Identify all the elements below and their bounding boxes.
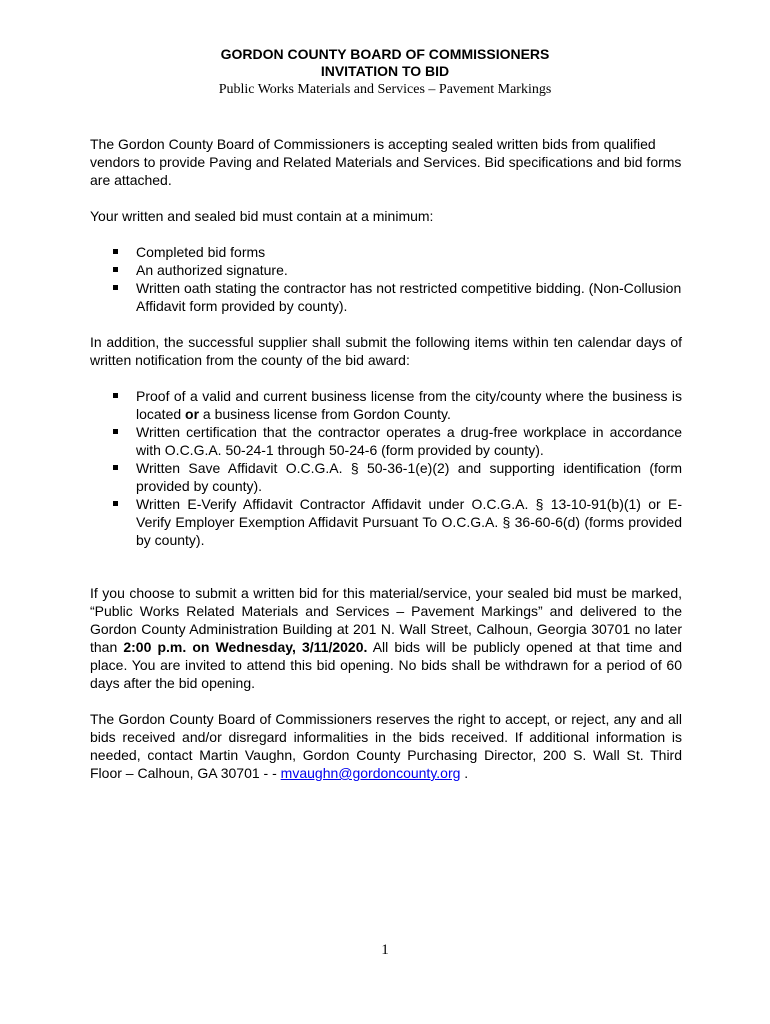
list-item: Completed bid forms <box>90 243 682 261</box>
document-subtitle: INVITATION TO BID <box>320 63 450 79</box>
list-item: Written certification that the contractor operates a drug-free workplace in accordance with O.C.G.A. 50-24-1 through 50-24-6 (form provided by county). <box>90 423 682 459</box>
award-requirements-list <box>90 387 682 549</box>
list-item: Written oath stating the contractor has not restricted competitive bidding. (Non-Collusion Affidavit form provided by county). <box>90 279 682 315</box>
emphasis-or: or <box>185 406 200 422</box>
list-item: Written E-Verify Affidavit Contractor Affidavit under O.C.G.A. § 13-10-91(b)(1) or E-Verify Employer Exemption Affidavit Pursuant To O.C.G.A. § 36-60-6(d) (forms provided by county). <box>90 495 682 549</box>
list-item: Written Save Affidavit O.C.G.A. § 50-36-1(e)(2) and supporting identification (form provided by county). <box>90 459 682 495</box>
project-name: Public Works Materials and Services – Pavement Markings <box>218 82 552 97</box>
minimum-heading: Your written and sealed bid must contain at a minimum: <box>90 208 434 224</box>
intro-paragraph: The Gordon County Board of Commissioners is accepting sealed written bids from qualified vendors to provide Paving and Related Materials and Services. Bid specifications and bid forms are attached. <box>90 136 682 188</box>
document-body <box>90 135 682 782</box>
document-title: GORDON COUNTY BOARD OF COMMISSIONERS <box>220 46 550 62</box>
reservation-paragraph: The Gordon County Board of Commissioners reserves the right to accept, or reject, any and all bids received and/or disregard informalities in the bids received. If additional information is needed, contact Martin Vaughn, Gordon County Purchasing Director, 200 S. Wall St. Third Floor – Calhoun, GA 30701 - - mvaughn@gordoncounty.org . <box>90 711 682 781</box>
contact-email-link[interactable]: mvaughn@gordoncounty.org <box>280 765 461 781</box>
submission-paragraph: If you choose to submit a written bid for this material/service, your sealed bid must be marked, “Public Works Related Materials and Services – Pavement Markings” and delivered to the Gordon County Administration Building at 201 N. Wall Street, Calhoun, Georgia 30701 no later than 2:00 p.m. on Wednesday, 3/11/2020. All bids will be publicly opened at that time and place. You are invited to attend this bid opening. No bids shall be withdrawn for a period of 60 days after the bid opening. <box>90 585 683 691</box>
list-item: An authorized signature. <box>90 261 682 279</box>
addition-paragraph: In addition, the successful supplier shall submit the following items within ten calendar days of written notification from the county of the bid award: <box>90 334 682 368</box>
document-header <box>0 46 770 99</box>
list-item: Proof of a valid and current business license from the city/county where the business is located or a business license from Gordon County. <box>90 387 682 423</box>
page-number: 1 <box>381 942 389 958</box>
minimum-requirements-list <box>90 243 682 315</box>
deadline: 2:00 p.m. on Wednesday, 3/11/2020. <box>123 639 368 655</box>
